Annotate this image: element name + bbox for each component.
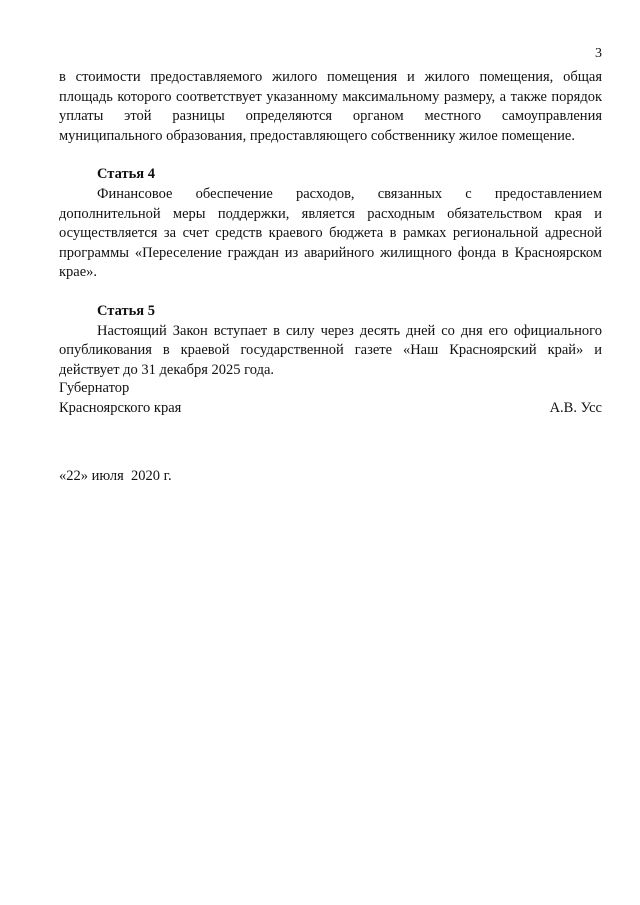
intro-paragraph: в стоимости предоставляемого жилого помещения и жилого помещения, общая площадь которого соответствует указанному максимальному размеру, а также порядок уплаты этой разницы определяются органом местного самоуправления муниципального образования, предоставляющего собственнику жилое помещение. (59, 69, 602, 144)
signature-block (59, 378, 602, 418)
article-4-heading: Статья 4 (97, 166, 155, 183)
article-4-text: Финансовое обеспечение расходов, связанных с предоставлением дополнительной меры поддержки, является расходным обязательством края и осуществляется за счет средств краевого бюджета в рамках региональной адресной программы «Переселение граждан из аварийного жилищного фонда в Красноярском крае». (59, 185, 602, 281)
page-number: 3 (595, 46, 602, 61)
article-5-heading: Статья 5 (97, 302, 155, 319)
signature-row (59, 398, 602, 418)
signer-name: А.В. Усс (549, 400, 602, 416)
article-5 (59, 302, 602, 380)
signer-title-line2: Красноярского края (59, 400, 182, 416)
article-4 (59, 165, 602, 283)
signer-title-line1: Губернатор (59, 380, 130, 396)
signing-date: «22» июля 2020 г. (59, 468, 172, 484)
article-5-text: Настоящий Закон вступает в силу через десять дней со дня его официального опубликования в краевой государственной газете «Наш Красноярский край» и действует до 31 декабря 2025 года. (59, 322, 602, 378)
document-body (59, 68, 602, 380)
